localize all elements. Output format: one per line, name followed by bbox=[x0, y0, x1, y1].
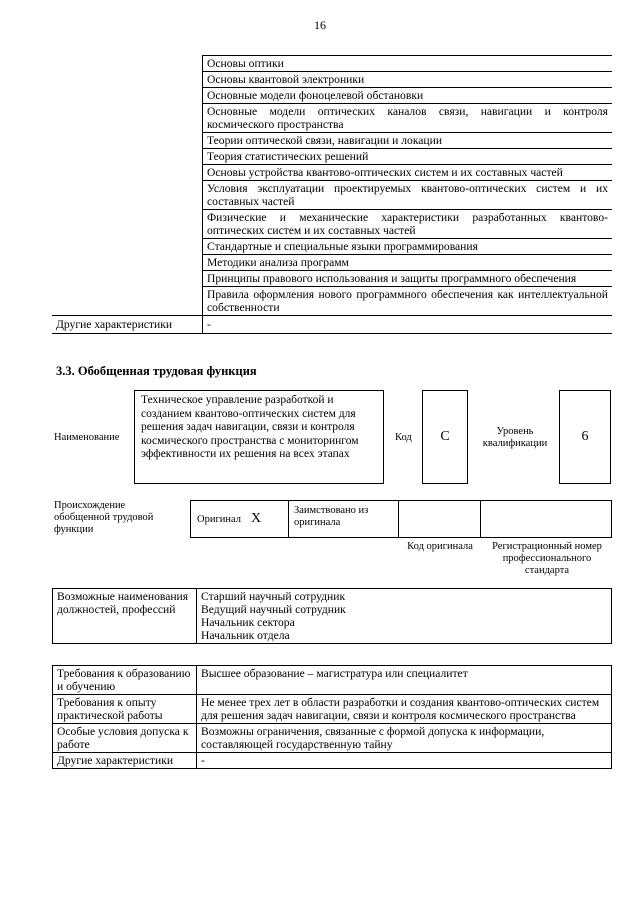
position-item: Начальник отдела bbox=[201, 629, 290, 642]
knowledge-item: Физические и механические характеристики разработанных квантово-оптических систем и их составных частей bbox=[203, 210, 613, 239]
origin-original-cell bbox=[191, 501, 289, 537]
origin-label: Происхождение обобщенной трудовой функции bbox=[54, 500, 154, 535]
education-requirements-value: Высшее образование – магистратура или специалитет bbox=[197, 666, 612, 695]
knowledge-item: Основные модели оптических каналов связи, навигации и контроля космического пространства bbox=[203, 104, 613, 133]
function-name-label: Наименование bbox=[54, 432, 120, 443]
knowledge-table bbox=[52, 55, 612, 334]
knowledge-item: Основные модели фоноцелевой обстановки bbox=[203, 88, 613, 104]
registration-number-caption: Регистрационный номер профессионального стандарта bbox=[492, 541, 602, 576]
origin-table bbox=[190, 500, 612, 538]
position-item: Ведущий научный сотрудник bbox=[201, 603, 346, 616]
function-name-value: Техническое управление разработкой и созданием квантово-оптических систем для решения задач навигации, связи и контроля космического пространства с мониторингом эффективности их решения на всех этапах bbox=[134, 390, 384, 484]
original-code-caption: Код оригинала bbox=[407, 541, 473, 552]
experience-requirements-label: Требования к опыту практической работы bbox=[53, 695, 197, 724]
special-conditions-value: Возможны ограничения, связанные с формой допуска к информации, составляющей государственную тайну bbox=[197, 724, 612, 753]
other-characteristics-value: - bbox=[197, 753, 612, 769]
other-characteristics-label: Другие характеристики bbox=[52, 316, 203, 334]
positions-table bbox=[52, 588, 612, 644]
other-characteristics-label: Другие характеристики bbox=[53, 753, 197, 769]
code-label: Код bbox=[395, 432, 412, 443]
knowledge-item: Принципы правового использования и защиты программного обеспечения bbox=[203, 271, 613, 287]
original-code-cell bbox=[399, 501, 481, 537]
page-number: 16 bbox=[314, 18, 326, 32]
knowledge-item: Теория статистических решений bbox=[203, 149, 613, 165]
position-item: Старший научный сотрудник bbox=[201, 590, 346, 603]
borrowed-label: Заимствовано из оригинала bbox=[289, 501, 399, 537]
knowledge-item: Основы устройства квантово-оптических систем и их составных частей bbox=[203, 165, 613, 181]
original-label: Оригинал bbox=[197, 513, 241, 525]
knowledge-item: Стандартные и специальные языки программирования bbox=[203, 239, 613, 255]
positions-list bbox=[197, 589, 612, 644]
knowledge-item: Основы квантовой электроники bbox=[203, 72, 613, 88]
knowledge-item: Методики анализа программ bbox=[203, 255, 613, 271]
knowledge-item: Теории оптической связи, навигации и локации bbox=[203, 133, 613, 149]
registration-number-cell bbox=[481, 501, 611, 537]
original-mark: X bbox=[251, 511, 262, 526]
section-title: 3.3. Обобщенная трудовая функция bbox=[56, 364, 257, 378]
qualification-level-value: 6 bbox=[559, 390, 611, 484]
knowledge-item: Условия эксплуатации проектируемых квантово-оптических систем и их составных частей bbox=[203, 181, 613, 210]
knowledge-item: Основы оптики bbox=[203, 56, 613, 72]
code-value: С bbox=[422, 390, 468, 484]
positions-label: Возможные наименования должностей, профессий bbox=[53, 589, 197, 644]
education-requirements-label: Требования к образованию и обучению bbox=[53, 666, 197, 695]
other-characteristics-value: - bbox=[203, 316, 613, 334]
experience-requirements-value: Не менее трех лет в области разработки и создания квантово-оптических систем для решения задач навигации, связи и контроля космического пространства bbox=[197, 695, 612, 724]
position-item: Начальник сектора bbox=[201, 616, 295, 629]
special-conditions-label: Особые условия допуска к работе bbox=[53, 724, 197, 753]
requirements-table bbox=[52, 665, 612, 769]
knowledge-item: Правила оформления нового программного обеспечения как интеллектуальной собственности bbox=[203, 287, 613, 316]
qualification-level-label: Уровень квалификации bbox=[482, 426, 548, 449]
